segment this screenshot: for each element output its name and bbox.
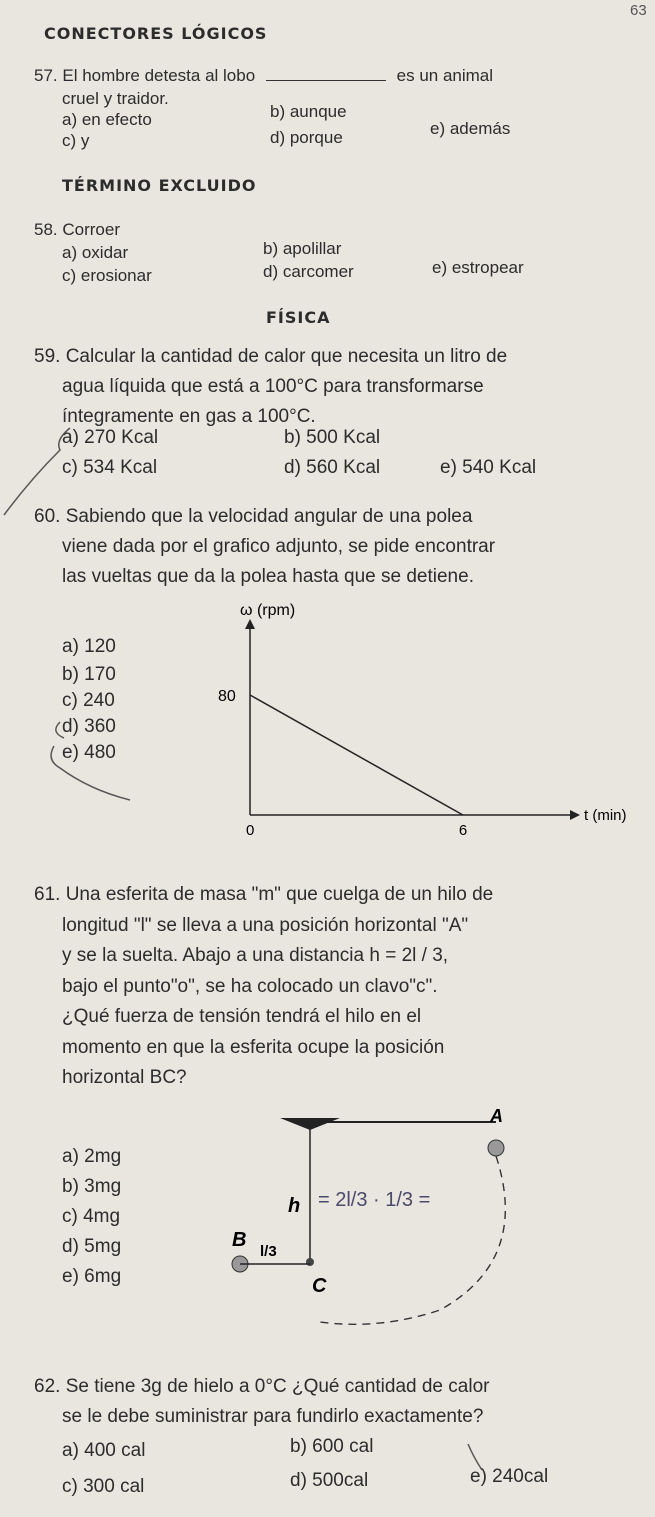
question-text: El hombre detesta al lobo [62,66,256,85]
question-line: longitud "l" se lleva a una posición horizontal "A" [62,914,469,936]
question-text: es un animal [396,66,494,85]
question-line: íntegramente en gas a 100°C. [62,406,316,427]
option-c: c) 4mg [62,1206,121,1227]
option-e: e) 6mg [62,1266,122,1287]
y-axis-arrow [245,619,255,629]
page-number: 63 [630,2,647,19]
question-61 [34,880,630,1094]
option-b: b) 3mg [62,1176,122,1197]
question-line: agua líquida que está a 100°C para transformarse [62,376,484,397]
question-line: horizontal BC? [62,1067,187,1088]
question-line: Se tiene 3g de hielo a 0°C ¿Qué cantidad de calor [65,1376,490,1397]
question-line: Calcular la cantidad de calor que necesita un litro de [65,346,508,367]
option-d: d) 500cal [290,1470,369,1491]
question-line: Una esferita de masa "m" que cuelga de un hilo de [65,884,494,905]
question-number: 61. [34,884,61,905]
y-tick-label: 80 [218,688,236,705]
question-number: 62. [34,1376,61,1397]
label-h: h [288,1195,301,1217]
option-d: d) 5mg [62,1236,122,1257]
option-d: d) 560 Kcal [284,457,381,478]
pencil-mark [460,1440,500,1490]
option-d: d) 360 [62,716,116,737]
pencil-mark [40,710,140,810]
option-c: c) erosionar [62,266,152,285]
y-axis-label: ω (rpm) [240,602,296,619]
question-line: Sabiendo que la velocidad angular de una polea [65,506,473,527]
question-60 [34,502,624,592]
question-line: y se la suelta. Abajo a una distancia h = 2l / 3, [62,945,449,966]
option-b: b) aunque [270,102,347,121]
question-number: 59. [34,346,61,367]
x-axis-arrow [570,810,580,820]
option-a: a) en efecto [62,110,152,129]
question-62 [34,1372,630,1432]
question-line: ¿Qué fuerza de tensión tendrá el hilo en el [62,1006,422,1027]
ball-a [488,1140,504,1156]
option-d: d) porque [270,128,343,147]
section-title-excluded: TÉRMINO EXCLUIDO [62,176,257,195]
x-axis-label: t (min) [584,807,627,824]
option-e: e) 480 [62,742,116,763]
option-e: e) 240cal [470,1466,549,1487]
x-tick-label: 6 [458,822,468,839]
option-c: c) y [62,131,90,150]
label-b: B [232,1229,247,1251]
option-c: c) 534 Kcal [62,457,158,478]
pendulum-diagram [200,1100,560,1340]
section-title-physics: FÍSICA [266,308,331,327]
option-a: a) 400 cal [62,1440,146,1461]
option-b: b) 500 Kcal [284,427,381,448]
question-text-line: cruel y traidor. [62,89,169,108]
angular-velocity-chart [200,602,627,840]
option-b: b) apolillar [263,239,342,258]
x-tick-label: 0 [246,822,255,839]
nail-c [306,1258,314,1266]
question-line: momento en que la esferita ocupe la posición [62,1036,445,1058]
option-a: a) 270 Kcal [62,427,159,448]
ball-trajectory [320,1156,505,1324]
question-59 [34,342,624,432]
question-line: viene dada por el grafico adjunto, se pide encontrar [62,536,496,557]
option-b: b) 170 [62,664,116,685]
question-text: Corroer [62,220,120,239]
option-a: a) oxidar [62,243,129,262]
question-number: 57. [34,66,58,85]
question-57 [34,66,493,86]
option-e: e) 540 Kcal [440,457,537,478]
option-e: e) además [430,119,511,138]
series-line [250,695,463,815]
option-b: b) 600 cal [290,1436,374,1457]
section-title-connectors: CONECTORES LÓGICOS [44,24,268,43]
option-a: a) 2mg [62,1146,122,1167]
label-a: A [490,1106,503,1126]
label-l3: l/3 [260,1243,277,1260]
option-e: e) estropear [432,258,524,277]
label-c: C [312,1275,327,1297]
question-line: las vueltas que da la polea hasta que se detiene. [62,566,474,587]
option-a: a) 120 [62,636,116,657]
question-58 [34,220,120,240]
question-line: bajo el punto"o", se ha colocado un clavo"c". [62,975,438,997]
answer-blank [266,80,386,81]
question-line: se le debe suministrar para fundirlo exactamente? [62,1406,484,1427]
handwritten-note: = 2l/3 · 1/3 = [318,1189,431,1211]
option-c: c) 240 [62,690,115,711]
question-number: 58. [34,220,58,239]
option-d: d) carcomer [263,262,354,281]
option-c: c) 300 cal [62,1476,145,1497]
question-number: 60. [34,506,61,527]
